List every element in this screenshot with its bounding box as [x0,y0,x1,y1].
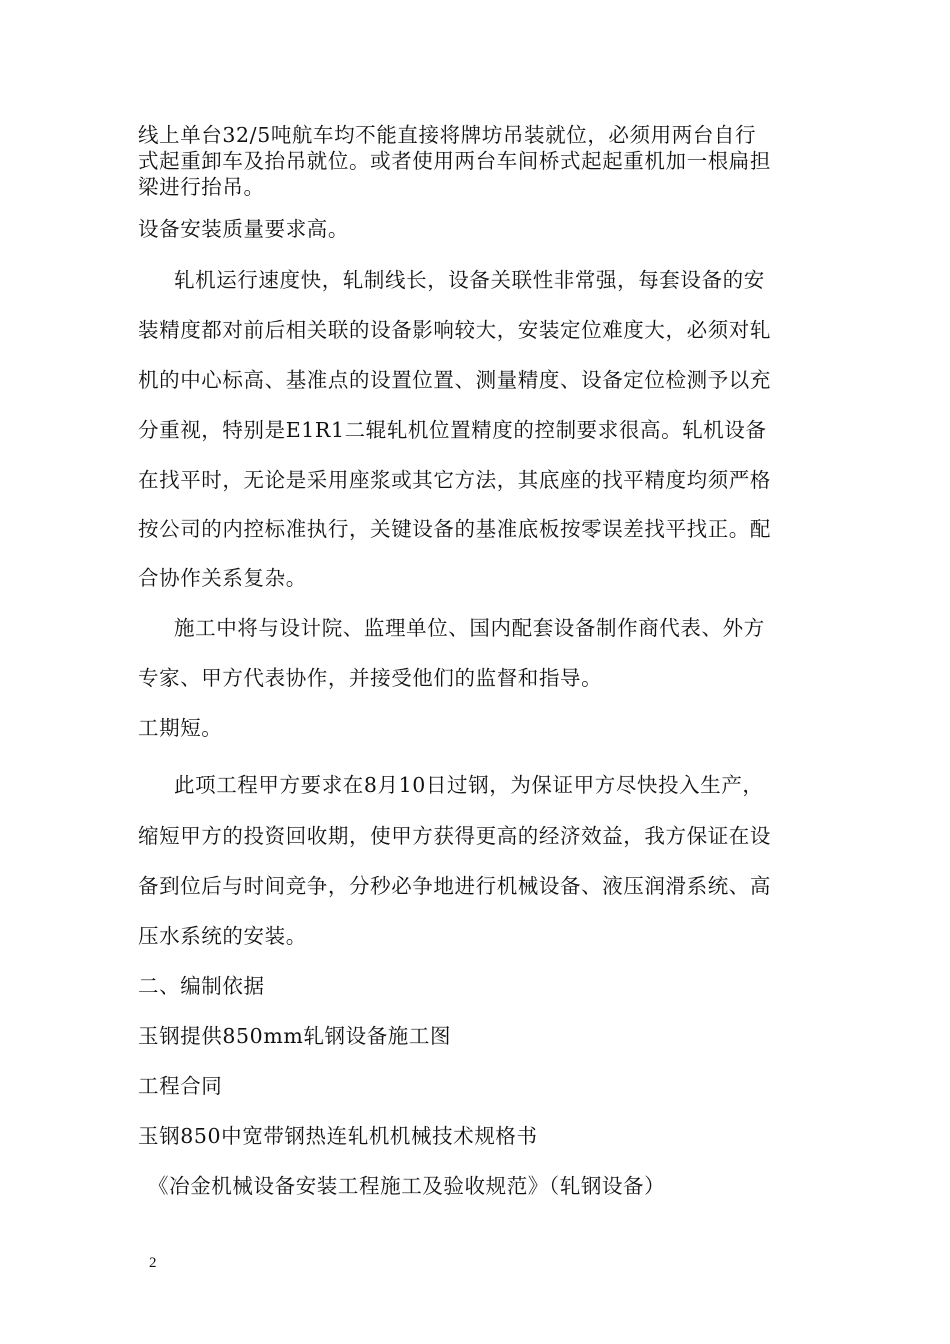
text-line: 在找平时，无论是采用座浆或其它方法，其底座的找平精度均须严格 [138,468,771,492]
text-line: 分重视，特别是E1R1二辊轧机位置精度的控制要求很高。轧机设备 [138,418,767,442]
text-line: 梁进行抬吊。 [138,175,265,199]
text-line: 合协作关系复杂。 [138,566,307,590]
text-line: 玉钢850中宽带钢热连轧机机械技术规格书 [138,1124,538,1148]
section-heading: 二、编制依据 [138,974,265,998]
text-line: 线上单台32/5吨航车均不能直接将牌坊吊装就位，必须用两台自行 [138,123,757,147]
text-line: 工程合同 [138,1074,223,1098]
page-number: 2 [149,1255,157,1271]
text-line: 机的中心标高、基准点的设置位置、测量精度、设备定位检测予以充 [138,368,771,392]
text-line: 专家、甲方代表协作，并接受他们的监督和指导。 [138,666,603,690]
text-line: 装精度都对前后相关联的设备影响较大，安装定位难度大，必须对轧 [138,318,771,342]
text-line: 此项工程甲方要求在8月10日过钢，为保证甲方尽快投入生产， [174,773,764,797]
text-line: 按公司的内控标准执行，关键设备的基准底板按零误差找平找正。配 [138,517,771,541]
text-line: 备到位后与时间竞争，分秒必争地进行机械设备、液压润滑系统、高 [138,874,771,898]
text-line: 玉钢提供850mm轧钢设备施工图 [138,1024,452,1048]
text-line: 式起重卸车及抬吊就位。或者使用两台车间桥式起起重机加一根扁担 [138,149,771,173]
text-line: 轧机运行速度快，轧制线长，设备关联性非常强，每套设备的安 [174,268,765,292]
text-line: 施工中将与设计院、监理单位、国内配套设备制作商代表、外方 [174,616,765,640]
text-line: 《冶金机械设备安装工程施工及验收规范》（轧钢设备） [148,1174,666,1198]
text-line: 工期短。 [138,716,223,740]
text-line: 设备安装质量要求高。 [138,217,349,241]
text-line: 缩短甲方的投资回收期，使甲方获得更高的经济效益，我方保证在设 [138,824,771,848]
text-line: 压水系统的安装。 [138,924,307,948]
